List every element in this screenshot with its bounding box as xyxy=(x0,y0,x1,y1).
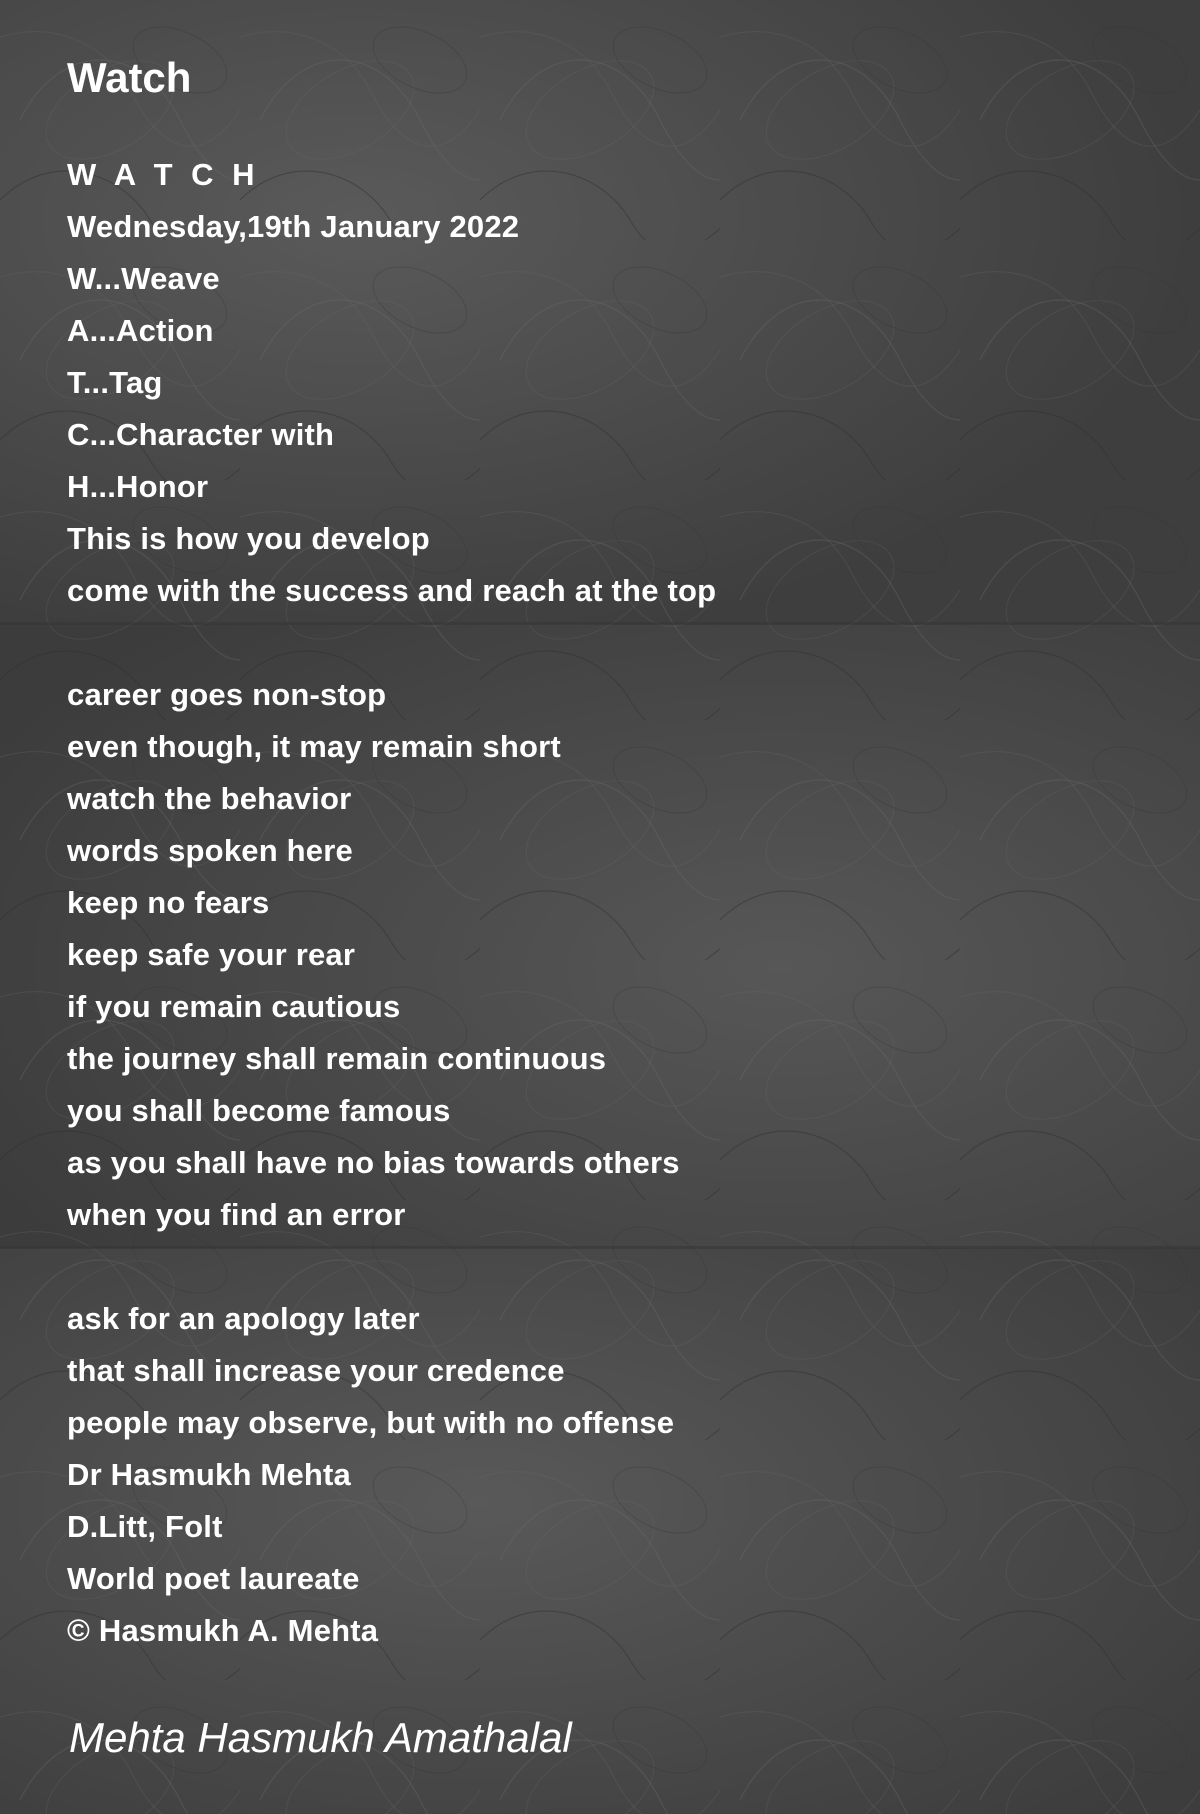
poem-line: even though, it may remain short xyxy=(67,729,561,764)
poem-line: career goes non-stop xyxy=(67,677,387,712)
poem-line: keep safe your rear xyxy=(67,937,356,972)
poem-line: This is how you develop xyxy=(67,521,430,556)
poem-author: Mehta Hasmukh Amathalal xyxy=(69,1714,572,1761)
poem-title: Watch xyxy=(67,54,192,101)
poem-line: World poet laureate xyxy=(67,1561,360,1596)
poem-line: you shall become famous xyxy=(67,1093,451,1128)
poem-line: words spoken here xyxy=(67,833,353,868)
poem-line: C...Character with xyxy=(67,417,335,452)
poem-line: T...Tag xyxy=(67,365,163,400)
poem-line: if you remain cautious xyxy=(67,989,401,1024)
poem-line: when you find an error xyxy=(67,1197,406,1232)
poem-line: come with the success and reach at the top xyxy=(67,573,717,608)
poem-line: H...Honor xyxy=(67,469,209,504)
poem-line: D.Litt, Folt xyxy=(67,1509,223,1544)
poem-body xyxy=(67,149,716,1657)
poem-line: W A T C H xyxy=(67,157,260,192)
poem-line: the journey shall remain continuous xyxy=(67,1041,607,1076)
poem-line: that shall increase your credence xyxy=(67,1353,565,1388)
poem-line: Dr Hasmukh Mehta xyxy=(67,1457,351,1492)
poem-line: as you shall have no bias towards others xyxy=(67,1145,680,1180)
poem-line: keep no fears xyxy=(67,885,270,920)
poem-line: Wednesday,19th January 2022 xyxy=(67,209,520,244)
poem-line: A...Action xyxy=(67,313,214,348)
poem-line: ask for an apology later xyxy=(67,1301,420,1336)
poem-line: © Hasmukh A. Mehta xyxy=(67,1613,379,1648)
poem-line: W...Weave xyxy=(67,261,220,296)
poem-line: people may observe, but with no offense xyxy=(67,1405,675,1440)
poem-line: watch the behavior xyxy=(67,781,352,816)
